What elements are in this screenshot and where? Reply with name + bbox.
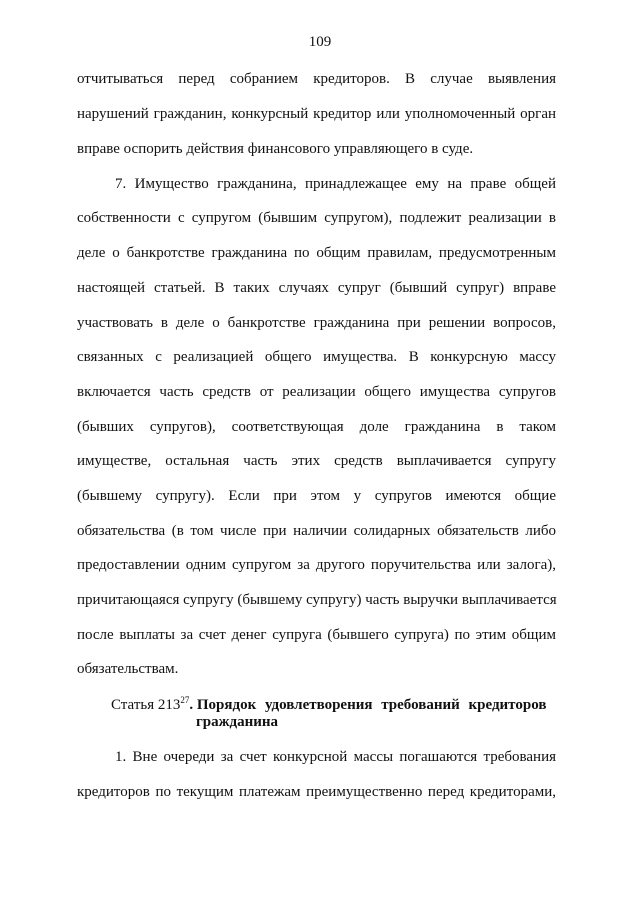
text-line: обязательства (в том числе при наличии солидарных обязательств либо [77, 523, 556, 539]
text-line: после выплаты за счет денег супруга (бывшего супруга) по этим общим [77, 627, 556, 643]
text-line: настоящей статьей. В таких случаях супруг (бывший супруг) вправе [77, 280, 556, 296]
article-heading: Статья $213^{27}$. Порядок удовлетворения требований кредиторов [111, 695, 547, 713]
text-line: участвовать в деле о банкротстве гражданина при решении вопросов, [77, 315, 556, 331]
text-line: обязательствам. [77, 661, 179, 677]
text-line: кредиторов по текущим платежам преимущественно перед кредиторами, [77, 784, 556, 800]
article-title-line-2: гражданина [196, 714, 279, 730]
text-line: собственности с супругом (бывшим супругом), подлежит реализации в [77, 210, 556, 226]
text-line: причитающаяся супругу (бывшему супругу) часть выручки выплачивается [77, 592, 557, 608]
text-line: отчитываться перед собранием кредиторов. В случае выявления [77, 71, 556, 87]
article-number: Статья $213^{27}$ [111, 695, 190, 713]
text-line: (бывших супругов), соответствующая доле гражданина в таком [77, 419, 556, 435]
text-line: 7. Имущество гражданина, принадлежащее ему на праве общей [115, 176, 556, 192]
text-line: имуществе, остальная часть этих средств выплачивается супругу [77, 453, 556, 469]
article-title-line-1: Порядок удовлетворения требований кредиторов [196, 697, 547, 713]
text-line: 1. Вне очереди за счет конкурсной массы погашаются требования [115, 749, 556, 765]
page-number: 109 [308, 34, 332, 50]
article-number-superscript: 27 [180, 695, 190, 705]
text-line: (бывшему супругу). Если при этом у супругов имеются общие [77, 488, 556, 504]
text-line: связанных с реализацией общего имущества. В конкурсную массу [77, 349, 556, 365]
text-line: нарушений гражданин, конкурсный кредитор или уполномоченный орган [77, 106, 556, 122]
text-line: деле о банкротстве гражданина по общим правилам, предусмотренным [77, 245, 556, 261]
text-line: вправе оспорить действия финансового управляющего в суде. [77, 141, 474, 157]
text-line: включается часть средств от реализации общего имущества супругов [77, 384, 556, 400]
text-line: предоставлении одним супругом за другого поручительства или залога), [77, 557, 556, 573]
